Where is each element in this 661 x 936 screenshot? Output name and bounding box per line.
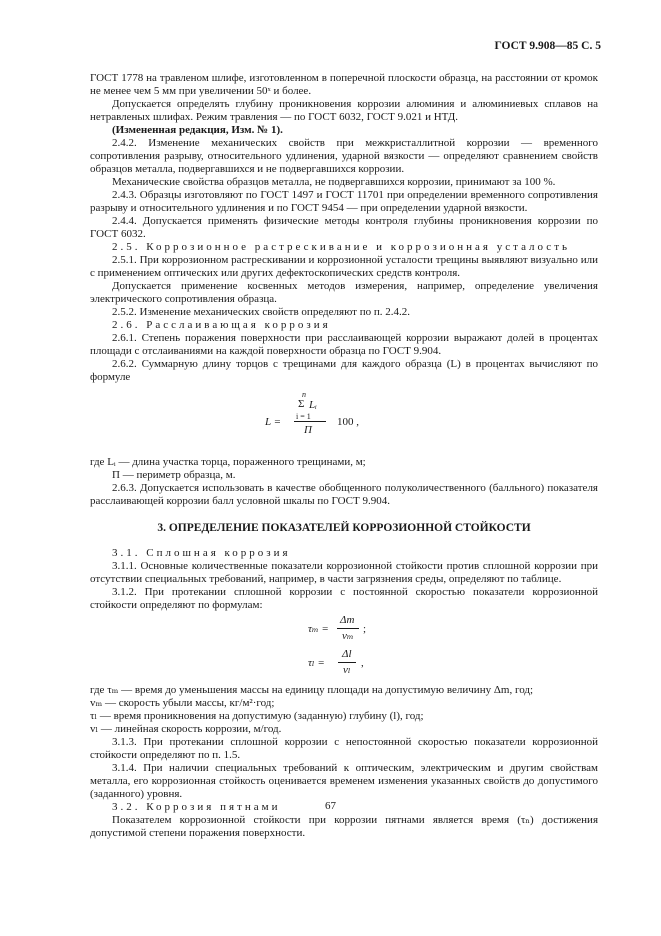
paragraph: Допускается применение косвенных методов измерения, например, определение увеличения электрического сопротивления образца. (90, 280, 598, 305)
formula-crack-length (90, 388, 598, 450)
amendment-note: (Измененная редакция, Изм. № 1). (112, 124, 283, 136)
formula-sum-bottom: i = 1 (296, 412, 311, 421)
formula-denominator: vₘ (342, 630, 354, 642)
paragraph: 2.6.1. Степень поражения поверхности при расслаивающей коррозии выражают долей в процентах площади с отслаиваниями на каждой поверхности образца по ГОСТ 9.904. (90, 332, 598, 357)
subsection-heading: 3.2. Коррозия пятнами (112, 801, 281, 813)
formula-denominator: vₗ (343, 664, 351, 676)
formula-sum-sign: Σ (298, 398, 305, 410)
section-title: 3. ОПРЕДЕЛЕНИЕ ПОКАЗАТЕЛЕЙ КОРРОЗИОННОЙ СТОЙКОСТИ (157, 522, 531, 534)
subsection-heading: 2.5. Коррозионное растрескивание и коррозионная усталость (112, 241, 571, 253)
subsection-heading: 2.6. Расслаивающая коррозия (112, 319, 331, 331)
paragraph: 2.5.1. При коррозионном растрескивании и коррозионной усталости трещины выявляют визуально или с применением оптических или других дефектоскопических средств контроля. (90, 254, 598, 279)
formula-denominator: П (304, 424, 312, 436)
paragraph: 2.6.3. Допускается использовать в качестве обобщенного полуколичественного (балльного) показателя расслаивающей коррозии балл условной шкалы по ГОСТ 9.904. (90, 482, 598, 507)
paragraph: 3.1.1. Основные количественные показатели коррозионной стойкости против сплошной коррозии при отсутствии специальных требований, например, в части загрязнения среды, определяют по таблице. (90, 560, 598, 585)
formula-sum-var: Lᵢ (309, 399, 317, 411)
paragraph: ГОСТ 1778 на травленом шлифе, изготовленном в поперечной плоскости образца, на расстоянии от кромок не менее чем 5 мм при увеличении 50ˣ и более. (90, 72, 598, 97)
formula-lhs: τₗ = (308, 657, 325, 669)
paragraph: Допускается определять глубину проникновения коррозии алюминия и алюминиевых сплавов на нетравленых шлифах. Режим травления — по ГОСТ 6032, ГОСТ 9.021 и НТД. (90, 98, 598, 123)
definition: vₘ — скорость убыли массы, кг/м²·год; (90, 697, 275, 709)
fraction-bar (338, 662, 356, 663)
subsection-heading: 3.1. Сплошная коррозия (112, 547, 291, 559)
fraction-bar (294, 421, 326, 422)
paragraph: 3.1.3. При протекании сплошной коррозии с непостоянной скоростью показатели коррозионной стойкости определяют по п. 1.5. (90, 736, 598, 761)
paragraph: 2.5.2. Изменение механических свойств определяют по п. 2.4.2. (112, 306, 410, 318)
paragraph: 2.4.4. Допускается применять физические методы контроля глубины проникновения коррозии по ГОСТ 6032. (90, 215, 598, 240)
formula-tail: , (361, 657, 364, 669)
paragraph: Показателем коррозионной стойкости при коррозии пятнами является время (τₙ) достижения допустимой степени поражения поверхности. (90, 814, 598, 839)
formula-numerator: Δl (342, 648, 352, 660)
formula-tail: ; (363, 623, 367, 635)
fraction-bar (337, 628, 359, 629)
formula-numerator: Δm (340, 614, 355, 626)
definition: τₗ — время проникновения на допустимую (заданную) глубину (l), год; (90, 710, 424, 722)
page-number: 67 (325, 800, 336, 812)
paragraph: 3.1.4. При наличии специальных требований к оптическим, электрическим и другим свойствам металла, его коррозионная стойкость оценивается временем изменения указанных свойств до допустимого (заданного) уровня. (90, 762, 598, 800)
formula-tau-m (90, 612, 598, 646)
formula-sum-top: n (302, 390, 306, 399)
formula-lhs: L = (265, 416, 282, 428)
definition: vₗ — линейная скорость коррозии, м/год. (90, 723, 282, 735)
paragraph: 2.6.2. Суммарную длину торцов с трещинами для каждого образца (L) в процентах вычисляют по формуле (90, 358, 598, 383)
paragraph: 3.1.2. При протекании сплошной коррозии с постоянной скоростью показатели коррозионной стойкости определяют по формулам: (90, 586, 598, 611)
paragraph: 2.4.2. Изменение механических свойств при межкристаллитной коррозии — временного сопротивления разрыву, относительного удлинения, ударной вязкости — определяют сравнением свойств образцов металла, подвергавшихся и не подвергавшихся коррозии. (90, 137, 598, 175)
definition: П — периметр образца, м. (112, 469, 236, 481)
document-body (90, 72, 598, 840)
formula-tau-l (90, 646, 598, 680)
formula-lhs: τₘ = (308, 623, 329, 635)
definition: где τₘ — время до уменьшения массы на единицу площади на допустимую величину Δm, год; (90, 684, 534, 696)
page-header: ГОСТ 9.908—85 С. 5 (494, 40, 601, 52)
paragraph: 2.4.3. Образцы изготовляют по ГОСТ 1497 и ГОСТ 11701 при определении временного сопротивления разрыву и относительного удлинения и по ГОСТ 9454 — при определении ударной вязкости. (90, 189, 598, 214)
formula-factor: 100 , (337, 416, 359, 428)
paragraph: Механические свойства образцов металла, не подвергавшихся коррозии, принимают за 100 %. (112, 176, 556, 188)
definition: где Lᵢ — длина участка торца, пораженного трещинами, м; (90, 456, 366, 468)
